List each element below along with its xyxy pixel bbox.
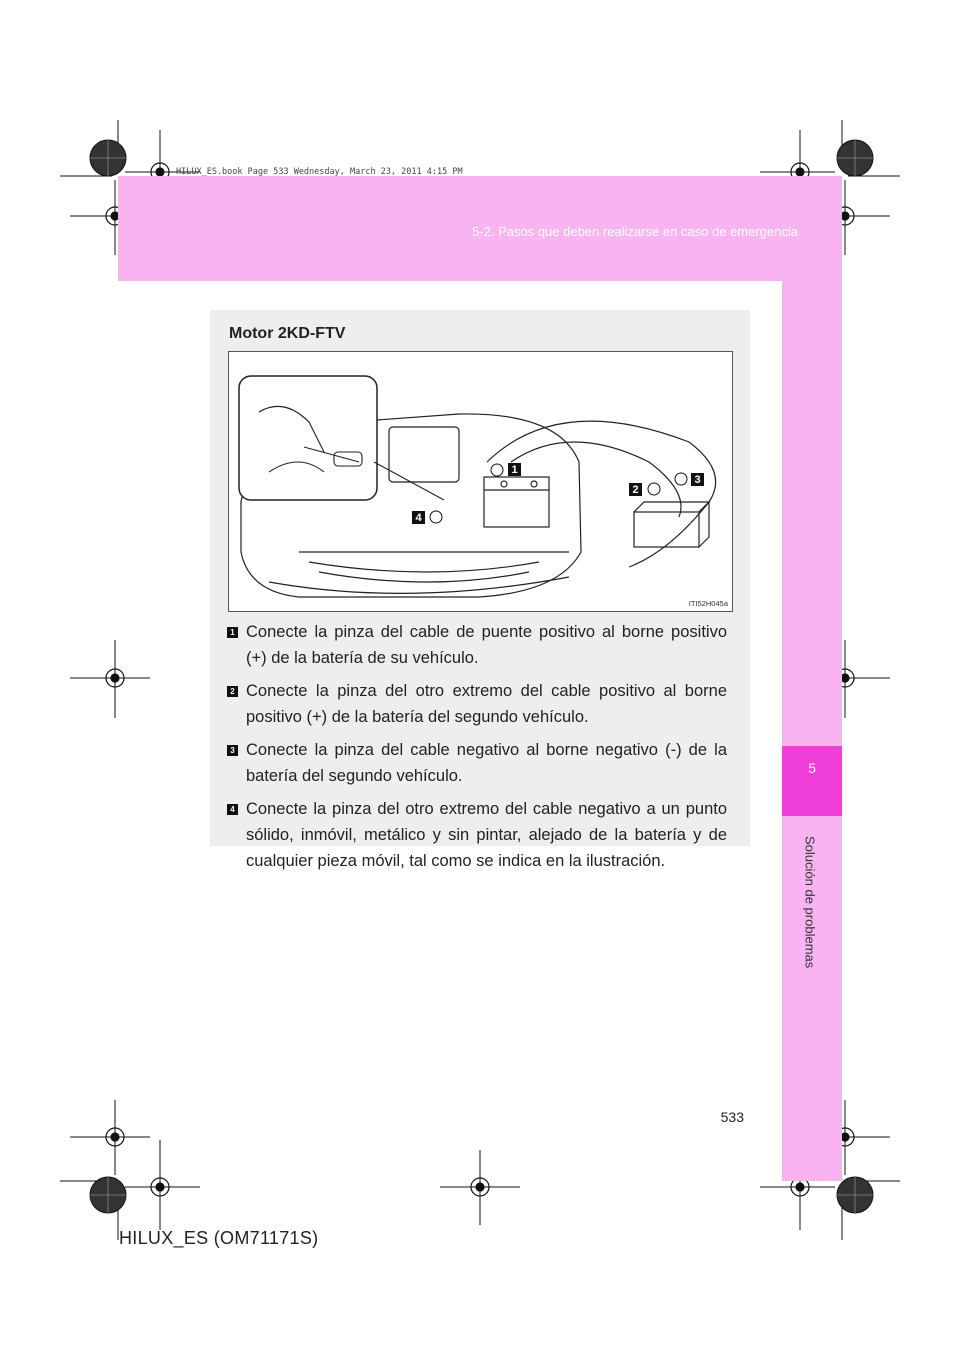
chapter-tab xyxy=(782,746,842,816)
step-1 xyxy=(227,619,727,671)
step-3 xyxy=(227,737,727,789)
figure-code: ITI52H045a xyxy=(688,599,728,608)
callout-3: 3 xyxy=(694,474,701,486)
callout-2: 2 xyxy=(632,484,639,496)
step-number-1: 1 xyxy=(227,627,238,638)
print-info: HILUX_ES.book Page 533 Wednesday, March 23, 2011 4:15 PM xyxy=(176,167,463,177)
engine-illustration xyxy=(228,351,733,612)
step-2 xyxy=(227,678,727,730)
step-number-2: 2 xyxy=(227,686,238,697)
callout-1: 1 xyxy=(511,464,518,476)
section-title: 5-2. Pasos que deben realizarse en caso de emergencia xyxy=(472,224,798,239)
engine-drawing xyxy=(229,352,732,611)
chapter-title xyxy=(800,836,820,1016)
side-band xyxy=(782,281,842,1181)
step-text-3: Conecte la pinza del cable negativo al borne negativo (-) de la batería del segundo vehículo. xyxy=(246,741,727,785)
step-number-3: 3 xyxy=(227,745,238,756)
chapter-title-text: Solución de problemas xyxy=(802,836,818,969)
step-4 xyxy=(227,796,727,874)
page-number: 533 xyxy=(720,1109,744,1125)
step-text-1: Conecte la pinza del cable de puente positivo al borne positivo (+) de la batería de su vehículo. xyxy=(246,623,727,667)
box-heading: Motor 2KD-FTV xyxy=(229,325,346,342)
step-number-4: 4 xyxy=(227,804,238,815)
callout-4: 4 xyxy=(415,512,422,524)
document-code: HILUX_ES (OM71171S) xyxy=(119,1228,319,1248)
step-text-4: Conecte la pinza del otro extremo del cable negativo a un punto sólido, inmóvil, metálico y sin pintar, alejado de la batería y de cualquier pieza móvil, tal como se indica en la ilustración. xyxy=(246,800,727,870)
step-text-2: Conecte la pinza del otro extremo del cable positivo al borne positivo (+) de la batería del segundo vehículo. xyxy=(246,682,727,726)
chapter-number: 5 xyxy=(808,760,816,776)
